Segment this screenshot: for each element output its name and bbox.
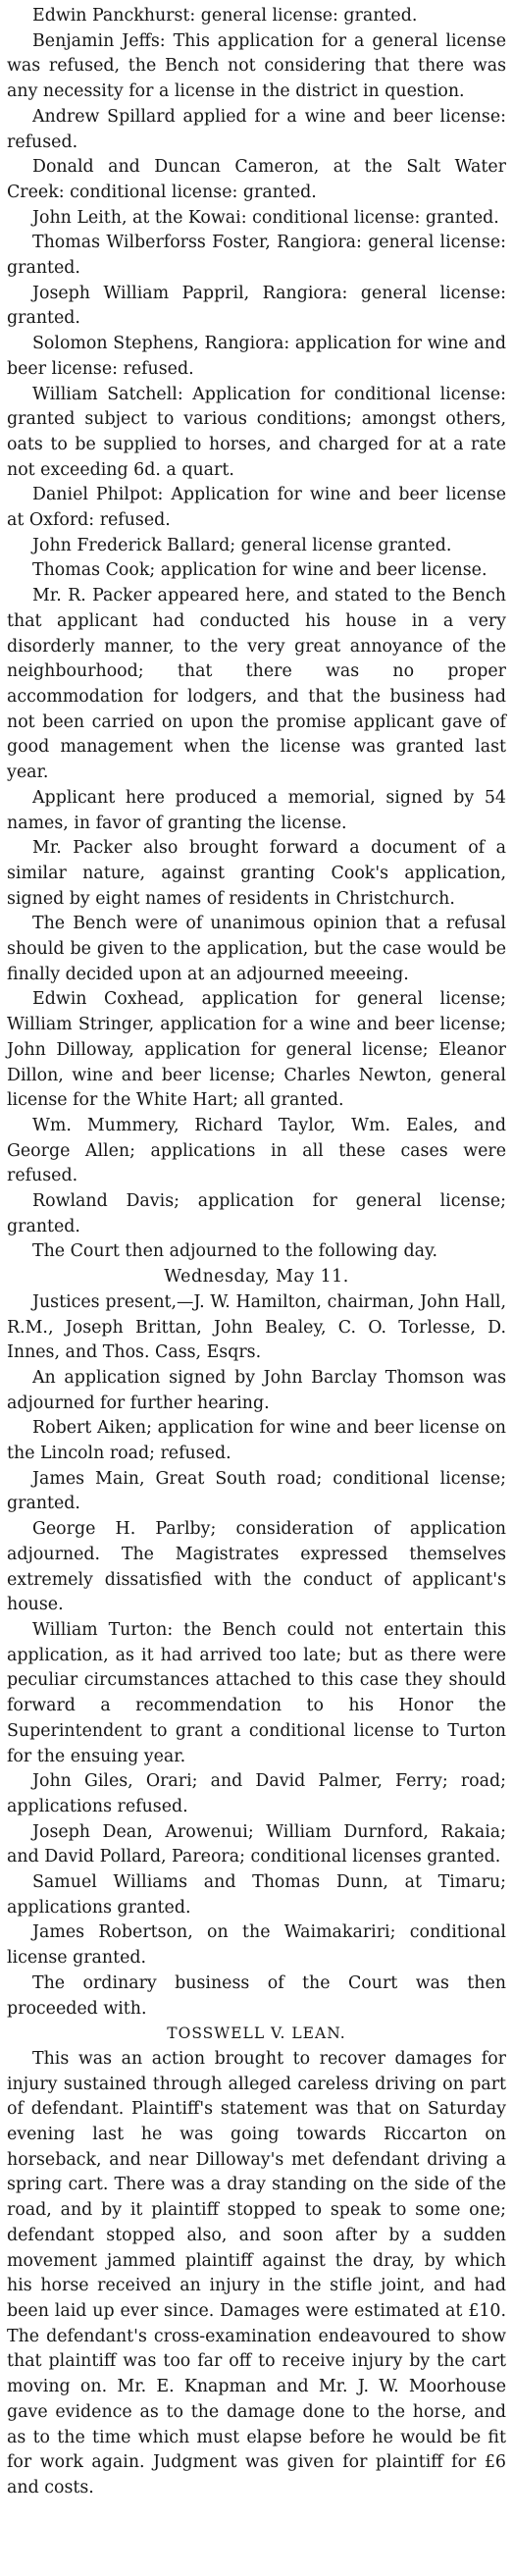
licensing-paragraphs-day-one (7, 4, 506, 1265)
paragraph: William Satchell: Application for conditional license: granted subject to various conditions; amongst others, oats to be supplied to horses, and charged for at a rate not exceeding 6d. a quart. (7, 384, 506, 480)
paragraph: John Giles, Orari; and David Palmer, Ferry; road; applications refused. (7, 1771, 506, 1816)
paragraph: The Bench were of unanimous opinion that a refusal should be given to the application, but the case would be finally decided upon at an adjourned meeeing. (7, 914, 506, 984)
paragraph: The ordinary business of the Court was then proceeded with. (7, 1972, 506, 2019)
paragraph: Andrew Spillard applied for a wine and beer license: refused. (7, 106, 506, 152)
paragraph: Daniel Philpot: Application for wine and beer license at Oxford: refused. (7, 485, 506, 531)
licensing-paragraphs-day-two (7, 1290, 506, 2022)
paragraph: Applicant here produced a memorial, signed by 54 names, in favor of granting the license. (7, 787, 506, 833)
paragraph: The Court then adjourned to the following day. (32, 1241, 438, 1262)
paragraph: Joseph William Pappril, Rangiora: general license: granted. (7, 283, 506, 329)
paragraph: Donald and Duncan Cameron, at the Salt Water Creek: conditional license: granted. (7, 157, 506, 202)
paragraph: James Robertson, on the Waimakariri; conditional license granted. (7, 1922, 506, 1969)
paragraph: Joseph Dean, Arowenui; William Durnford, Rakaia; and David Pollard, Pareora; conditional licenses granted. (7, 1821, 506, 1867)
paragraph: Mr. R. Packer appeared here, and stated to the Bench that applicant had conducted his house in a very disorderly manner, to the very great annoyance of the neighbourhood; that there was no proper accommodation for lodgers, and that the business had not been carried on upon the promise applicant gave of good management when the license was granted last year. (7, 586, 506, 783)
paragraph: This was an action brought to recover damages for injury sustained through alleged careless driving on part of defendant. Plaintiff's statement was that on Saturday evening last he was going towards Riccarton on horseback, and near Dilloway's met defendant driving a spring cart. There was a dray standing on the side of the road, and by it plaintiff stopped to speak to some one; defendant stopped also, and soon after by a sudden movement jammed plaintiff against the dray, by which his horse received an injury in the stifle joint, and had been laid up ever since. Damages were estimated at £10. The defendant's cross-examination endeavoured to show that plaintiff was too far off to receive injury by the cart moving on. Mr. E. Knapman and Mr. J. W. Moorhouse gave evidence as to the damage done to the horse, and as to the time which must elapse before he would be fit for work again. Judgment was given for plaintiff for £6 and costs. (7, 2048, 506, 2497)
case-heading: TOSSWELL V. LEAN. (167, 2024, 346, 2043)
paragraph: Samuel Williams and Thomas Dunn, at Timaru; applications granted. (7, 1872, 506, 1918)
paragraph: James Main, Great South road; conditional license; granted. (7, 1468, 506, 1514)
wednesday-heading: Wednesday, May 11. (164, 1267, 349, 1288)
paragraph: Robert Aiken; application for wine and beer license on the Lincoln road; refused. (7, 1418, 506, 1464)
paragraph: Benjamin Jeffs: This application for a general license was refused, the Bench not considering that there was any necessity for a license in the district in question. (7, 30, 506, 102)
paragraph: Edwin Coxhead, application for general license; William Stringer, application for a wine and beer license; John Dilloway, application for general license; Eleanor Dillon, wine and beer license; Charles Newton, general license for the White Hart; all granted. (7, 989, 506, 1111)
paragraph: George H. Parlby; consideration of application adjourned. The Magistrates expressed themselves extremely dissatisfied with the conduct of applicant's house. (7, 1519, 506, 1615)
case-report (7, 2047, 506, 2501)
paragraph: Rowland Davis; application for general license; granted. (7, 1191, 506, 1236)
paragraph: Mr. Packer also brought forward a document of a similar nature, against granting Cook's application, signed by eight names of residents in Christchurch. (7, 838, 506, 909)
paragraph: Wm. Mummery, Richard Taylor, Wm. Eales, and George Allen; applications in all these cases were refused. (7, 1115, 506, 1186)
paragraph: Solomon Stephens, Rangiora: application for wine and beer license: refused. (7, 334, 506, 379)
paragraph: Edwin Panckhurst: general license: granted. (32, 6, 418, 26)
paragraph: Thomas Cook; application for wine and beer license. (32, 560, 487, 581)
paragraph: Thomas Wilberforss Foster, Rangiora: general license: granted. (7, 233, 506, 279)
paragraph: Justices present,—J. W. Hamilton, chairman, John Hall, R.M., Joseph Brittan, John Bealey, C. O. Torlesse, D. Innes, and Thos. Cass, Esqrs. (7, 1291, 506, 1363)
paragraph: John Leith, at the Kowai: conditional license: granted. (32, 207, 499, 228)
paragraph: John Frederick Ballard; general license granted. (32, 535, 452, 555)
paragraph: An application signed by John Barclay Thomson was adjourned for further hearing. (7, 1367, 506, 1413)
paragraph: William Turton: the Bench could not entertain this application, as it had arrived too late; but as there were peculiar circumstances attached to this case they should forward a recommendation to his Honor the Superintendent to grant a conditional license to Turton for the ensuing year. (7, 1620, 506, 1766)
